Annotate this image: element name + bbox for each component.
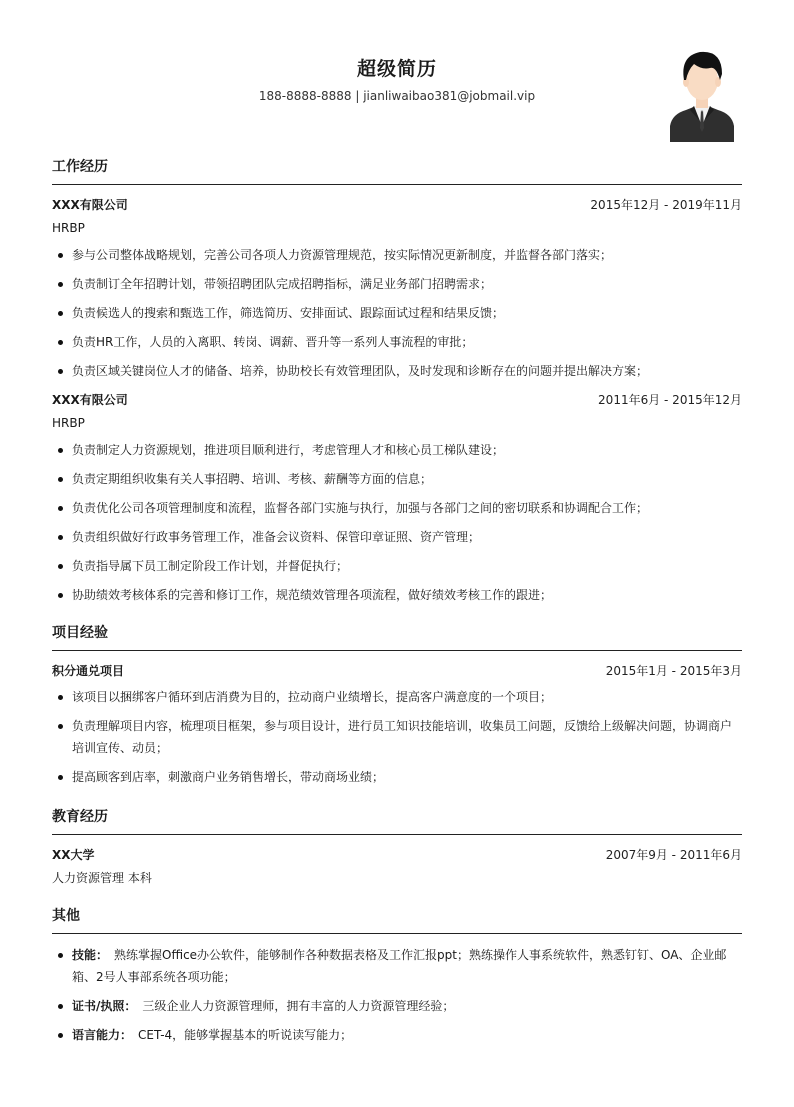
list-item: 负责制订全年招聘计划，带领招聘团队完成招聘指标，满足业务部门招聘需求；	[52, 273, 742, 295]
project-name: 积分通兑项目	[52, 663, 125, 678]
list-item: 负责HR工作，人员的入离职、转岗、调薪、晋升等一系列人事流程的审批；	[52, 331, 742, 353]
work-section	[52, 156, 742, 606]
list-item: 该项目以捆绑客户循环到店消费为目的，拉动商户业绩增长，提高客户满意度的一个项目；	[52, 686, 742, 708]
other-section-title: 其他	[52, 905, 742, 934]
resume-header	[52, 0, 742, 150]
project-entry	[52, 661, 742, 788]
work-section-title: 工作经历	[52, 156, 742, 185]
list-item	[52, 995, 742, 1017]
date-range: 2015年12月 - 2019年11月	[590, 197, 742, 212]
list-item	[52, 944, 742, 988]
list-item: 协助绩效考核体系的完善和修订工作，规范绩效管理各项流程，做好绩效考核工作的跟进；	[52, 584, 742, 606]
other-section	[52, 905, 742, 1046]
work-entry	[52, 195, 742, 382]
work-entry	[52, 390, 742, 606]
resume-name: 超级简历	[356, 58, 437, 80]
list-item: 负责优化公司各项管理制度和流程，监督各部门实施与执行，加强与各部门之间的密切联系和协调配合工作；	[52, 497, 742, 519]
list-item: 负责组织做好行政事务管理工作，准备会议资料、保管印章证照、资产管理；	[52, 526, 742, 548]
date-range: 2015年1月 - 2015年3月	[605, 663, 742, 678]
list-item: 负责候选人的搜索和甄选工作，筛选简历、安排面试、跟踪面试过程和结果反馈；	[52, 302, 742, 324]
degree-detail: 人力资源管理 本科	[52, 871, 152, 885]
school-name: XX大学	[52, 847, 95, 862]
list-item: 负责区域关键岗位人才的储备、培养，协助校长有效管理团队，及时发现和诊断存在的问题并提出解决方案；	[52, 360, 742, 382]
job-role: HRBP	[52, 416, 85, 430]
project-section-title: 项目经验	[52, 622, 742, 651]
list-item: 提高顾客到店率，刺激商户业务销售增长，带动商场业绩；	[52, 766, 742, 788]
list-item: 负责制定人力资源规划，推进项目顺利进行，考虑管理人才和核心员工梯队建设；	[52, 439, 742, 461]
education-entry	[52, 845, 742, 887]
list-item	[52, 1024, 742, 1046]
item-text: CET-4，能够掌握基本的听说读写能力；	[138, 1028, 353, 1042]
company-name: XXX有限公司	[52, 197, 128, 212]
date-range: 2007年9月 - 2011年6月	[605, 847, 742, 862]
item-text: 三级企业人力资源管理师，拥有丰富的人力资源管理经验；	[142, 999, 455, 1013]
item-text: 熟练掌握Office办公软件，能够制作各种数据表格及工作汇报ppt；熟练操作人事系统软件，熟悉钉钉、OA、企业邮箱、2号人事部系统各项功能；	[72, 948, 727, 984]
avatar-icon	[666, 46, 738, 142]
date-range: 2011年6月 - 2015年12月	[598, 392, 742, 407]
item-label: 语言能力：	[72, 1028, 133, 1042]
item-label: 技能：	[72, 948, 109, 962]
list-item: 参与公司整体战略规划，完善公司各项人力资源管理规范，按实际情况更新制度，并监督各部门落实；	[52, 244, 742, 266]
company-name: XXX有限公司	[52, 392, 128, 407]
list-item: 负责指导属下员工制定阶段工作计划，并督促执行；	[52, 555, 742, 577]
list-item: 负责理解项目内容，梳理项目框架，参与项目设计，进行员工知识技能培训，收集员工问题，反馈给上级解决问题，协调商户培训宣传、动员；	[52, 715, 742, 759]
job-role: HRBP	[52, 221, 85, 235]
project-section	[52, 622, 742, 788]
contact-info: 188-8888-8888 | jianliwaibao381@jobmail.vip	[258, 89, 536, 103]
item-label: 证书/执照：	[72, 999, 137, 1013]
education-section-title: 教育经历	[52, 806, 742, 835]
education-section	[52, 806, 742, 887]
list-item: 负责定期组织收集有关人事招聘、培训、考核、薪酬等方面的信息；	[52, 468, 742, 490]
